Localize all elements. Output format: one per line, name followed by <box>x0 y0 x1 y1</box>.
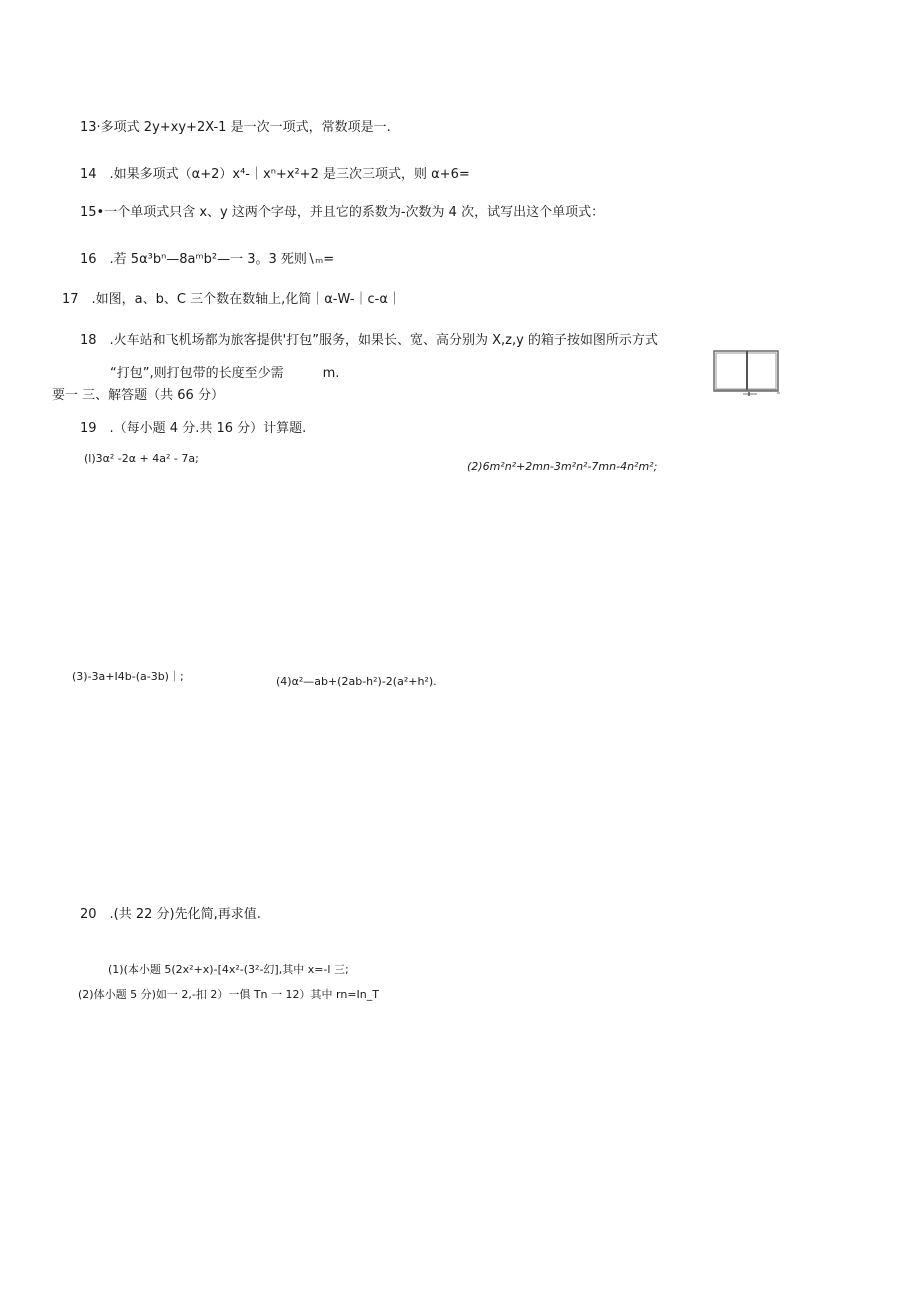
question-16: 16 .若 5α³bⁿ—8aᵐb²—一 3。3 死则∖ₘ= <box>80 252 335 267</box>
question-19-part-2: (2)6m²n²+2mn-3m²n²-7mn-4n²m²; <box>467 460 658 473</box>
question-20-part-1: (1)(本小题 5(2x²+x)-[4x²-(3²-幻],其中 x=-l 三; <box>108 963 349 976</box>
question-19-part-1: (l)3α² -2α + 4a² - 7a; <box>84 452 199 465</box>
section-3-heading: 要一 三、解答题（共 66 分） <box>52 388 224 403</box>
question-18-continued: “打包”,则打包带的长度至少需 m. <box>110 366 340 381</box>
question-14: 14 .如果多项式（α+2）x⁴-｜xⁿ+x²+2 是三次三项式，则 α+6= <box>80 167 470 182</box>
question-13: 13·多项式 2y+xy+2X-1 是一次一项式，常数项是一. <box>80 120 391 135</box>
question-15: 15•一个单项式只含 x、y 这两个字母，并且它的系数为-次数为 4 次，试写出这个单项式： <box>80 205 605 220</box>
question-17: 17 .如图，a、b、C 三个数在数轴上,化简｜α-W-｜c-α｜ <box>62 292 401 307</box>
question-19-part-4: (4)α²—ab+(2ab-h²)-2(a²+h²). <box>276 675 437 688</box>
question-20: 20 .(共 22 分)先化简,再求值. <box>80 907 261 922</box>
question-19: 19 .（每小题 4 分.共 16 分）计算题. <box>80 421 307 436</box>
question-18: 18 .火车站和飞机场都为旅客提供'打包”服务，如果长、宽、高分别为 X,z,y 的箱子按如图所示方式 <box>80 333 658 348</box>
question-19-part-3: (3)-3a+I4b-(a-3b)｜; <box>72 670 184 683</box>
package-box-figure <box>713 350 781 396</box>
question-20-part-2: (2)体小题 5 分)如一 2,-扣 2）一俱 Tn 一 12）其中 rn=In_T <box>78 988 379 1001</box>
